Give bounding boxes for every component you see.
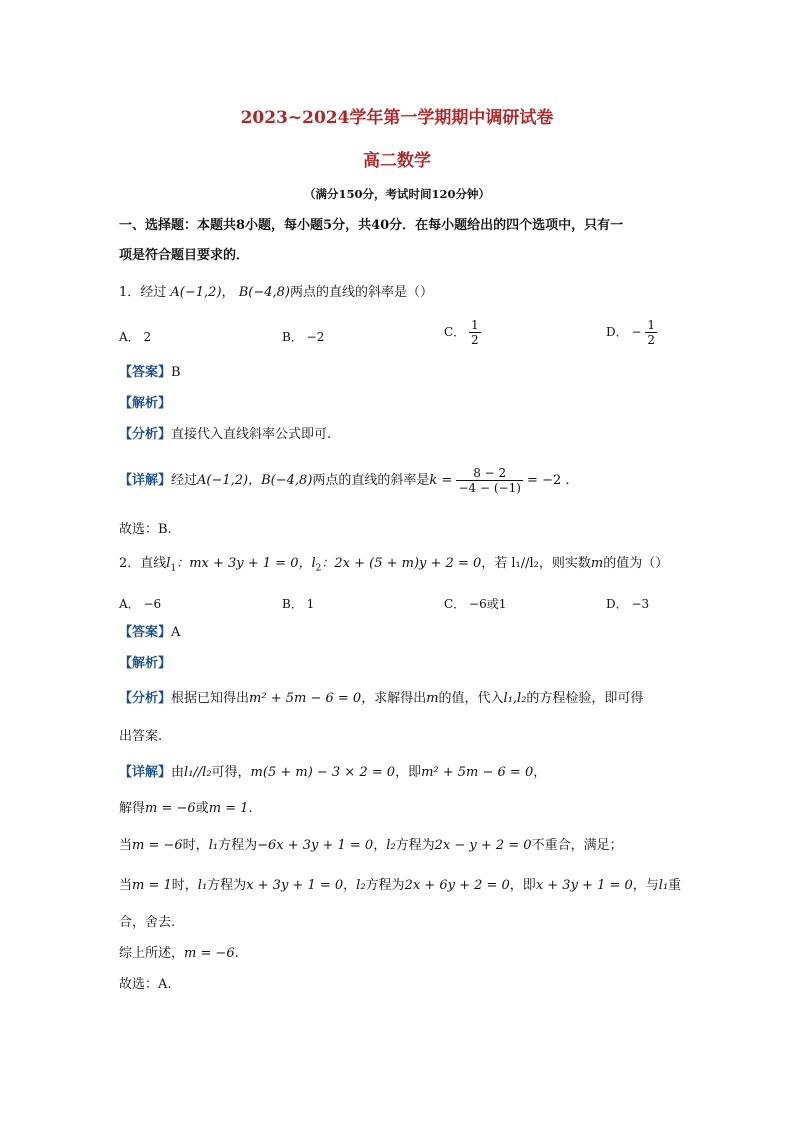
q1-sep: ，	[221, 285, 235, 300]
q2-option-d-value: −3	[631, 597, 650, 611]
q2-fenxi-a: 根据已知得出	[171, 691, 250, 706]
q2-option-c-value: −6或1	[469, 597, 507, 611]
q1-answer	[119, 364, 181, 382]
q2-x6-m: m = −6	[184, 946, 235, 961]
q1-k-den: −4 − (−1)	[458, 481, 521, 495]
q2-x6-a: 综上所述，	[119, 946, 185, 961]
q2-x2-c: .	[248, 801, 253, 816]
q1-fenxi-text: 直接代入直线斜率公式即可.	[171, 427, 332, 442]
q1-option-d	[606, 318, 657, 347]
q2-xiangjie-tag: 【详解】	[119, 765, 172, 780]
q2-x2-b: 或	[195, 801, 209, 816]
q1-option-b-value: −2	[306, 330, 325, 344]
q2-x3-l1: l₁	[208, 838, 219, 853]
q1-option-d-num: 1	[647, 318, 655, 332]
q2-option-d-label: D．	[606, 597, 628, 611]
q2-x1-d: ，	[533, 765, 547, 780]
q1-option-a-value: 2	[143, 330, 152, 344]
q2-answer-tag: 【答案】	[119, 625, 172, 640]
q1-xiangjie	[119, 466, 570, 495]
q2-x2-a: 解得	[119, 801, 146, 816]
q1-option-d-label: D．	[606, 325, 628, 339]
q2-x1-par: l₁//l₂	[184, 765, 212, 780]
q2-x4-e2: 2x + 6y + 2 = 0	[404, 878, 510, 893]
q2-analysis-heading	[119, 655, 171, 673]
q2-x4-f: ，即	[509, 878, 536, 893]
q2-x1-eq2: m² + 5m − 6 = 0	[421, 765, 534, 780]
q2-x4-h: 重	[668, 878, 682, 893]
q2-x4-e1: x + 3y + 1 = 0	[246, 878, 344, 893]
q1-option-c-fraction	[469, 318, 481, 347]
q2-option-b-value: 1	[306, 597, 315, 611]
q2-x2-eq2: m = 1	[208, 801, 249, 816]
q2-conclusion: 故选：A.	[119, 977, 172, 992]
q1-k-eq: k =	[429, 473, 453, 488]
q1-option-c-label: C．	[444, 325, 466, 339]
q2-analysis-tag: 【解析】	[119, 656, 172, 671]
q1-k-num: 8 − 2	[456, 466, 522, 481]
q1-option-c-num: 1	[471, 318, 479, 332]
q2-answer	[119, 624, 180, 642]
q2-x3-e1: −6x + 3y + 1 = 0	[257, 838, 374, 853]
q2-option-c	[444, 595, 506, 612]
q2-fenxi-c: 的值，代入	[438, 691, 504, 706]
q2-x4-b: 时，	[171, 878, 198, 893]
q1-option-d-fraction	[645, 318, 657, 347]
q2-xiangjie-line6	[119, 945, 239, 963]
q1-fenxi-tag: 【分析】	[119, 427, 172, 442]
q1-xiangjie-points: A(−1,2)，B(−4,8)	[197, 473, 313, 488]
q2-option-c-label: C．	[444, 597, 466, 611]
q2-x4-c: 方程为	[207, 878, 247, 893]
q2-stem-suffix: 的值为（）	[603, 556, 669, 571]
q2-x4-d: ，	[343, 878, 357, 893]
q1-option-c	[444, 318, 481, 347]
q1-fenxi	[119, 426, 331, 444]
q2-x3-d: ，	[373, 838, 387, 853]
q1-k-fraction	[456, 466, 522, 495]
q2-x4-g: ，与	[632, 878, 659, 893]
q2-x4-e3: x + 3y + 1 = 0	[535, 878, 633, 893]
q2-fenxi-line1	[119, 690, 643, 708]
q2-fenxi-d: 的方程检验，即可得	[526, 691, 644, 706]
q1-option-c-den: 2	[471, 333, 479, 347]
q2-xiangjie-line5: 合，舍去.	[119, 915, 176, 930]
q2-option-a-label: A．	[119, 597, 140, 611]
q1-option-a-label: A．	[119, 330, 140, 344]
q2-x4-a: 当	[119, 878, 133, 893]
q1-point-b: B(−4,8)	[238, 285, 290, 300]
exam-subject: 高二数学	[363, 151, 431, 171]
q2-fenxi-tag: 【分析】	[119, 691, 172, 706]
q2-xiangjie-line4	[119, 877, 681, 895]
q1-point-a: A(−1,2)	[170, 285, 222, 300]
q2-option-b-label: B．	[282, 597, 303, 611]
q2-answer-value: A	[171, 625, 181, 640]
q2-x3-e: 方程为	[395, 838, 435, 853]
q2-x4-l1: l₁	[197, 878, 208, 893]
q1-xiangjie-tag: 【详解】	[119, 473, 172, 488]
q2-x4-l1b: l₁	[658, 878, 669, 893]
q2-xiangjie-line2	[119, 800, 253, 818]
q1-answer-value: B	[171, 365, 181, 380]
q2-fenxi-var: m	[426, 691, 439, 706]
q1-option-b-label: B．	[282, 330, 303, 344]
q1-xiangjie-prefix: 经过	[171, 473, 198, 488]
q2-l1-eq: ：mx + 3y + 1 = 0	[176, 556, 299, 571]
q2-x2-eq: m = −6	[145, 801, 196, 816]
q2-fenxi-b: ，求解得出	[361, 691, 427, 706]
q1-analysis-tag: 【解析】	[119, 396, 172, 411]
q2-option-a-value: −6	[143, 597, 162, 611]
q2-x1-eq1: m(5 + m) − 3 × 2 = 0	[250, 765, 396, 780]
q2-l1-name: l	[166, 556, 171, 571]
q1-k-result: = −2 .	[527, 473, 570, 488]
q1-analysis-heading	[119, 395, 171, 413]
q2-x1-b: 可得，	[211, 765, 251, 780]
section-intro-line2: 项是符合题目要求的．	[119, 248, 250, 263]
q2-xiangjie-line1	[119, 764, 546, 782]
q1-option-d-sign: −	[631, 325, 642, 339]
q2-l2-name: ，l	[298, 556, 316, 571]
q2-x3-b: 时，	[182, 838, 209, 853]
q2-x1-a: 由	[171, 765, 185, 780]
q2-l2-sub: 2	[315, 563, 322, 574]
q1-option-b	[282, 328, 324, 345]
q2-x3-e2: 2x − y + 2 = 0	[434, 838, 532, 853]
q2-stem	[119, 555, 668, 578]
q2-x3-m: m = −6	[132, 838, 183, 853]
q2-option-d	[606, 595, 649, 612]
q1-conclusion: 故选：B.	[119, 522, 172, 537]
q2-stem-prefix: 2．直线	[119, 556, 167, 571]
q2-option-a	[119, 595, 161, 612]
q1-answer-tag: 【答案】	[119, 365, 172, 380]
q2-cond: ，若 l₁//l₂，则实数	[481, 556, 591, 571]
exam-title: 2023~2024学年第一学期期中调研试卷	[240, 108, 554, 128]
q2-option-b	[282, 595, 314, 612]
q2-xiangjie-line3	[119, 837, 623, 855]
q2-x3-a: 当	[119, 838, 133, 853]
q2-x3-f: 不重合，满足；	[531, 838, 623, 853]
q1-stem-suffix: 两点的直线的斜率是（）	[289, 285, 433, 300]
q1-stem	[119, 284, 433, 302]
q2-x4-l2: l₂	[356, 878, 366, 893]
q2-fenxi-lines: l₁,l₂	[503, 691, 527, 706]
q2-x4-m: m = 1	[132, 878, 172, 893]
q2-x4-e: 方程为	[365, 878, 405, 893]
q2-var: m	[590, 556, 604, 571]
q2-fenxi-line2: 出答案.	[119, 729, 163, 744]
q2-x1-c: ，即	[395, 765, 422, 780]
exam-note: （满分150分，考试时间120分钟）	[303, 187, 490, 201]
q2-fenxi-eq: m² + 5m − 6 = 0	[249, 691, 362, 706]
q1-stem-prefix: 1．经过	[119, 285, 167, 300]
q1-option-a	[119, 328, 151, 345]
q2-x3-l2: l₂	[386, 838, 396, 853]
q2-x6-b: .	[234, 946, 239, 961]
q1-xiangjie-mid: 两点的直线的斜率是	[312, 473, 430, 488]
q2-l1-sub: 1	[170, 563, 177, 574]
q1-option-d-den: 2	[647, 333, 655, 347]
q2-l2-eq: ：2x + (5 + m)y + 2 = 0	[321, 556, 482, 571]
section-intro-line1: 一、选择题：本题共8小题，每小题5分，共40分．在每小题给出的四个选项中，只有一	[119, 218, 624, 233]
q2-x3-c: 方程为	[218, 838, 258, 853]
